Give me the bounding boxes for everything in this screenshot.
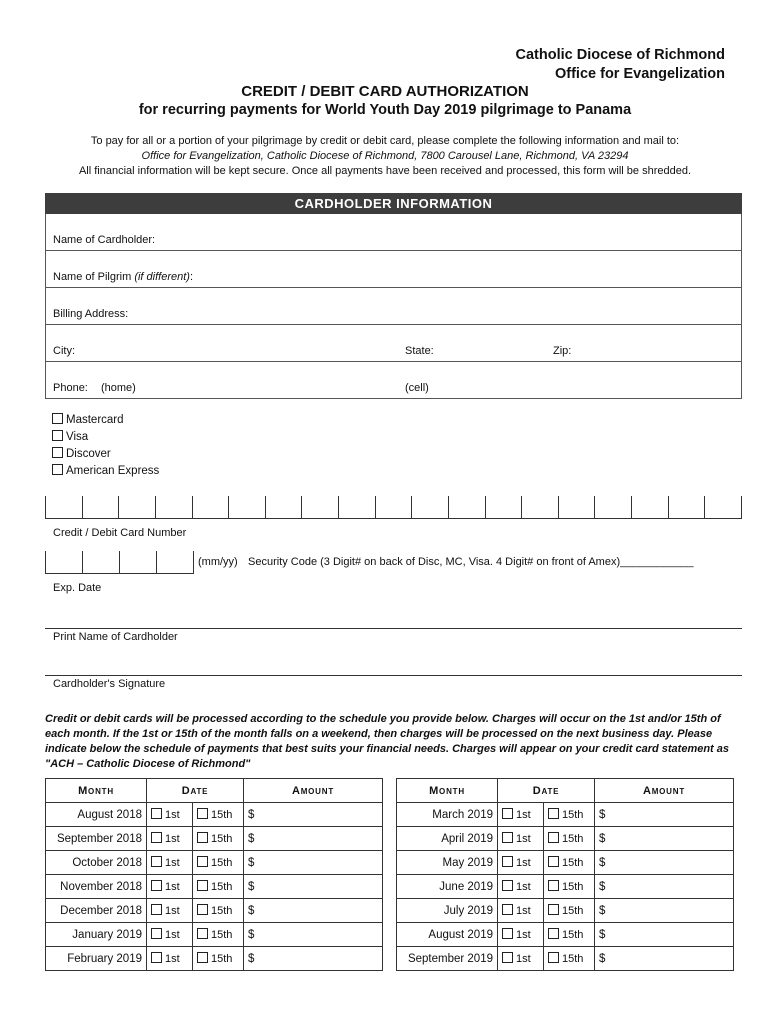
schedule-table-left bbox=[45, 778, 383, 971]
cardholder-name-label: Name of Cardholder: bbox=[53, 234, 156, 246]
checkbox[interactable] bbox=[548, 880, 559, 891]
signature-label: Cardholder's Signature bbox=[53, 678, 166, 690]
date-1st-option[interactable]: 1st bbox=[147, 947, 193, 971]
schedule-row bbox=[397, 851, 734, 875]
date-1st-option[interactable]: 1st bbox=[147, 875, 193, 899]
checkbox[interactable] bbox=[151, 904, 162, 915]
checkbox[interactable] bbox=[197, 952, 208, 963]
date-15th-option[interactable]: 15th bbox=[193, 851, 244, 875]
date-15th-option[interactable]: 15th bbox=[193, 875, 244, 899]
amount-header: Amount bbox=[244, 779, 383, 803]
billing-address-field[interactable] bbox=[46, 287, 741, 324]
date-15th-option[interactable]: 15th bbox=[544, 827, 595, 851]
date-1st-option[interactable]: 1st bbox=[147, 803, 193, 827]
amount-cell[interactable]: $ bbox=[595, 899, 734, 923]
mailing-address: Office for Evangelization, Catholic Diocese of Richmond, 7800 Carousel Lane, Richmond, VA 23294 bbox=[141, 150, 629, 162]
month-cell: September 2019 bbox=[397, 947, 498, 971]
signature-line[interactable] bbox=[45, 675, 742, 676]
amount-header: Amount bbox=[595, 779, 734, 803]
schedule-row bbox=[397, 899, 734, 923]
amount-cell[interactable]: $ bbox=[595, 875, 734, 899]
cardholder-name-field[interactable] bbox=[46, 214, 741, 250]
month-cell: April 2019 bbox=[397, 827, 498, 851]
card-number-boxes[interactable] bbox=[45, 496, 742, 519]
exp-date-label: Exp. Date bbox=[53, 582, 102, 594]
schedule-row bbox=[46, 851, 383, 875]
schedule-row bbox=[46, 899, 383, 923]
date-15th-option[interactable]: 15th bbox=[544, 899, 595, 923]
pilgrim-label-text: Name of Pilgrim bbox=[53, 271, 132, 283]
intro-line-3: All financial information will be kept secure. Once all payments have been received and processed, this form will be shredded. bbox=[78, 165, 692, 177]
pilgrim-name-label bbox=[53, 271, 193, 283]
month-cell: June 2019 bbox=[397, 875, 498, 899]
pilgrim-note: (if different) bbox=[134, 271, 190, 283]
month-header: Month bbox=[46, 779, 147, 803]
zip-label: Zip: bbox=[553, 345, 572, 357]
phone-label: Phone: bbox=[53, 382, 88, 394]
date-15th-option[interactable]: 15th bbox=[544, 923, 595, 947]
amount-cell[interactable]: $ bbox=[595, 947, 734, 971]
checkbox[interactable] bbox=[502, 808, 513, 819]
org-name: Catholic Diocese of Richmond bbox=[515, 47, 725, 63]
amount-cell[interactable]: $ bbox=[595, 923, 734, 947]
form-subtitle: for recurring payments for World Youth Day 2019 pilgrimage to Panama bbox=[138, 102, 632, 118]
checkbox[interactable] bbox=[151, 928, 162, 939]
checkbox[interactable] bbox=[197, 856, 208, 867]
schedule-row bbox=[46, 923, 383, 947]
card-type-mastercard[interactable]: Mastercard bbox=[52, 412, 159, 429]
checkbox[interactable] bbox=[548, 904, 559, 915]
checkbox[interactable] bbox=[548, 952, 559, 963]
date-1st-option[interactable]: 1st bbox=[147, 827, 193, 851]
card-type-amex[interactable]: American Express bbox=[52, 463, 159, 480]
org-office: Office for Evangelization bbox=[555, 66, 725, 82]
schedule-row bbox=[46, 875, 383, 899]
date-1st-option[interactable]: 1st bbox=[498, 875, 544, 899]
card-number-label: Credit / Debit Card Number bbox=[53, 527, 187, 539]
month-cell: July 2019 bbox=[397, 899, 498, 923]
checkbox[interactable] bbox=[197, 808, 208, 819]
month-cell: September 2018 bbox=[46, 827, 147, 851]
pilgrim-colon: : bbox=[189, 271, 194, 283]
checkbox[interactable] bbox=[151, 808, 162, 819]
checkbox[interactable] bbox=[502, 952, 513, 963]
checkbox[interactable] bbox=[548, 808, 559, 819]
amount-cell[interactable]: $ bbox=[595, 851, 734, 875]
date-1st-option[interactable]: 1st bbox=[147, 899, 193, 923]
intro-line-1: To pay for all or a portion of your pilgrimage by credit or debit card, please complete the following information and mail to: bbox=[90, 135, 680, 147]
checkbox[interactable] bbox=[52, 413, 63, 424]
date-header: Date bbox=[147, 779, 244, 803]
schedule-row bbox=[397, 827, 734, 851]
checkbox[interactable] bbox=[52, 464, 63, 475]
month-header: Month bbox=[397, 779, 498, 803]
billing-address-label: Billing Address: bbox=[53, 308, 129, 320]
month-cell: August 2018 bbox=[46, 803, 147, 827]
checkbox[interactable] bbox=[151, 832, 162, 843]
print-name-line[interactable] bbox=[45, 628, 742, 629]
date-1st-option[interactable]: 1st bbox=[498, 851, 544, 875]
date-1st-option[interactable]: 1st bbox=[498, 827, 544, 851]
amount-cell[interactable]: $ bbox=[595, 827, 734, 851]
checkbox[interactable] bbox=[502, 856, 513, 867]
checkbox[interactable] bbox=[548, 832, 559, 843]
date-1st-option[interactable]: 1st bbox=[498, 803, 544, 827]
date-15th-option[interactable]: 15th bbox=[544, 947, 595, 971]
checkbox[interactable] bbox=[151, 880, 162, 891]
schedule-row bbox=[397, 923, 734, 947]
section-title: CARDHOLDER INFORMATION bbox=[45, 193, 742, 214]
date-1st-option[interactable]: 1st bbox=[147, 923, 193, 947]
date-header: Date bbox=[498, 779, 595, 803]
date-1st-option[interactable]: 1st bbox=[498, 923, 544, 947]
schedule-row bbox=[46, 803, 383, 827]
month-cell: August 2019 bbox=[397, 923, 498, 947]
schedule-table-right bbox=[396, 778, 734, 971]
checkbox[interactable] bbox=[502, 904, 513, 915]
checkbox[interactable] bbox=[197, 880, 208, 891]
month-cell: February 2019 bbox=[46, 947, 147, 971]
cell-phone-label: (cell) bbox=[405, 382, 429, 394]
pilgrim-name-field[interactable] bbox=[46, 250, 741, 287]
date-1st-option[interactable]: 1st bbox=[147, 851, 193, 875]
schedule-row bbox=[397, 947, 734, 971]
cardholder-section bbox=[45, 193, 742, 399]
month-cell: December 2018 bbox=[46, 899, 147, 923]
month-cell: January 2019 bbox=[46, 923, 147, 947]
amount-cell[interactable]: $ bbox=[244, 947, 383, 971]
card-type-visa[interactable]: Visa bbox=[52, 429, 159, 446]
home-phone-label: (home) bbox=[101, 382, 136, 394]
schedule-row bbox=[46, 827, 383, 851]
date-15th-option[interactable]: 15th bbox=[544, 803, 595, 827]
mmyy-label: (mm/yy) bbox=[198, 556, 238, 568]
schedule-row bbox=[46, 947, 383, 971]
checkbox[interactable] bbox=[197, 928, 208, 939]
month-cell: October 2018 bbox=[46, 851, 147, 875]
month-cell: November 2018 bbox=[46, 875, 147, 899]
card-type-list bbox=[52, 412, 159, 480]
phone-row[interactable] bbox=[46, 361, 741, 398]
date-15th-option[interactable]: 15th bbox=[193, 947, 244, 971]
date-15th-option[interactable]: 15th bbox=[193, 827, 244, 851]
checkbox[interactable] bbox=[197, 832, 208, 843]
checkbox[interactable] bbox=[52, 430, 63, 441]
checkbox[interactable] bbox=[197, 904, 208, 915]
month-cell: May 2019 bbox=[397, 851, 498, 875]
checkbox[interactable] bbox=[502, 832, 513, 843]
checkbox[interactable] bbox=[151, 856, 162, 867]
date-15th-option[interactable]: 15th bbox=[193, 923, 244, 947]
card-type-discover[interactable]: Discover bbox=[52, 446, 159, 463]
exp-date-boxes[interactable] bbox=[45, 551, 194, 574]
checkbox[interactable] bbox=[548, 856, 559, 867]
security-code-label: Security Code (3 Digit# on back of Disc, MC, Visa. 4 Digit# on front of Amex)____________ bbox=[248, 556, 694, 568]
date-1st-option[interactable]: 1st bbox=[498, 899, 544, 923]
schedule-row bbox=[397, 875, 734, 899]
amount-cell[interactable]: $ bbox=[244, 803, 383, 827]
city-label: City: bbox=[53, 345, 75, 357]
date-15th-option[interactable]: 15th bbox=[193, 899, 244, 923]
amount-cell[interactable]: $ bbox=[244, 923, 383, 947]
amount-cell[interactable]: $ bbox=[244, 851, 383, 875]
date-15th-option[interactable]: 15th bbox=[193, 803, 244, 827]
checkbox[interactable] bbox=[151, 952, 162, 963]
form-title: CREDIT / DEBIT CARD AUTHORIZATION bbox=[241, 83, 529, 100]
amount-cell[interactable]: $ bbox=[244, 899, 383, 923]
checkbox[interactable] bbox=[52, 447, 63, 458]
print-name-label: Print Name of Cardholder bbox=[53, 631, 178, 643]
checkbox[interactable] bbox=[502, 880, 513, 891]
amount-cell[interactable]: $ bbox=[244, 827, 383, 851]
checkbox[interactable] bbox=[502, 928, 513, 939]
date-1st-option[interactable]: 1st bbox=[498, 947, 544, 971]
amount-cell[interactable]: $ bbox=[244, 875, 383, 899]
date-15th-option[interactable]: 15th bbox=[544, 851, 595, 875]
date-15th-option[interactable]: 15th bbox=[544, 875, 595, 899]
state-label: State: bbox=[405, 345, 434, 357]
city-state-zip-row[interactable] bbox=[46, 324, 741, 361]
checkbox[interactable] bbox=[548, 928, 559, 939]
amount-cell[interactable]: $ bbox=[595, 803, 734, 827]
month-cell: March 2019 bbox=[397, 803, 498, 827]
schedule-row bbox=[397, 803, 734, 827]
schedule-note: Credit or debit cards will be processed according to the schedule you provide below. Charges will occur on the 1st and/or 15th of each month. If the 1st or 15th of the month falls on a weekend, then charges will be processed on the next business day. Please indicate below the schedule of payments that best suits your financial needs. Charges will appear on your credit card statement as "ACH – Catholic Diocese of Richmond" bbox=[45, 713, 730, 770]
